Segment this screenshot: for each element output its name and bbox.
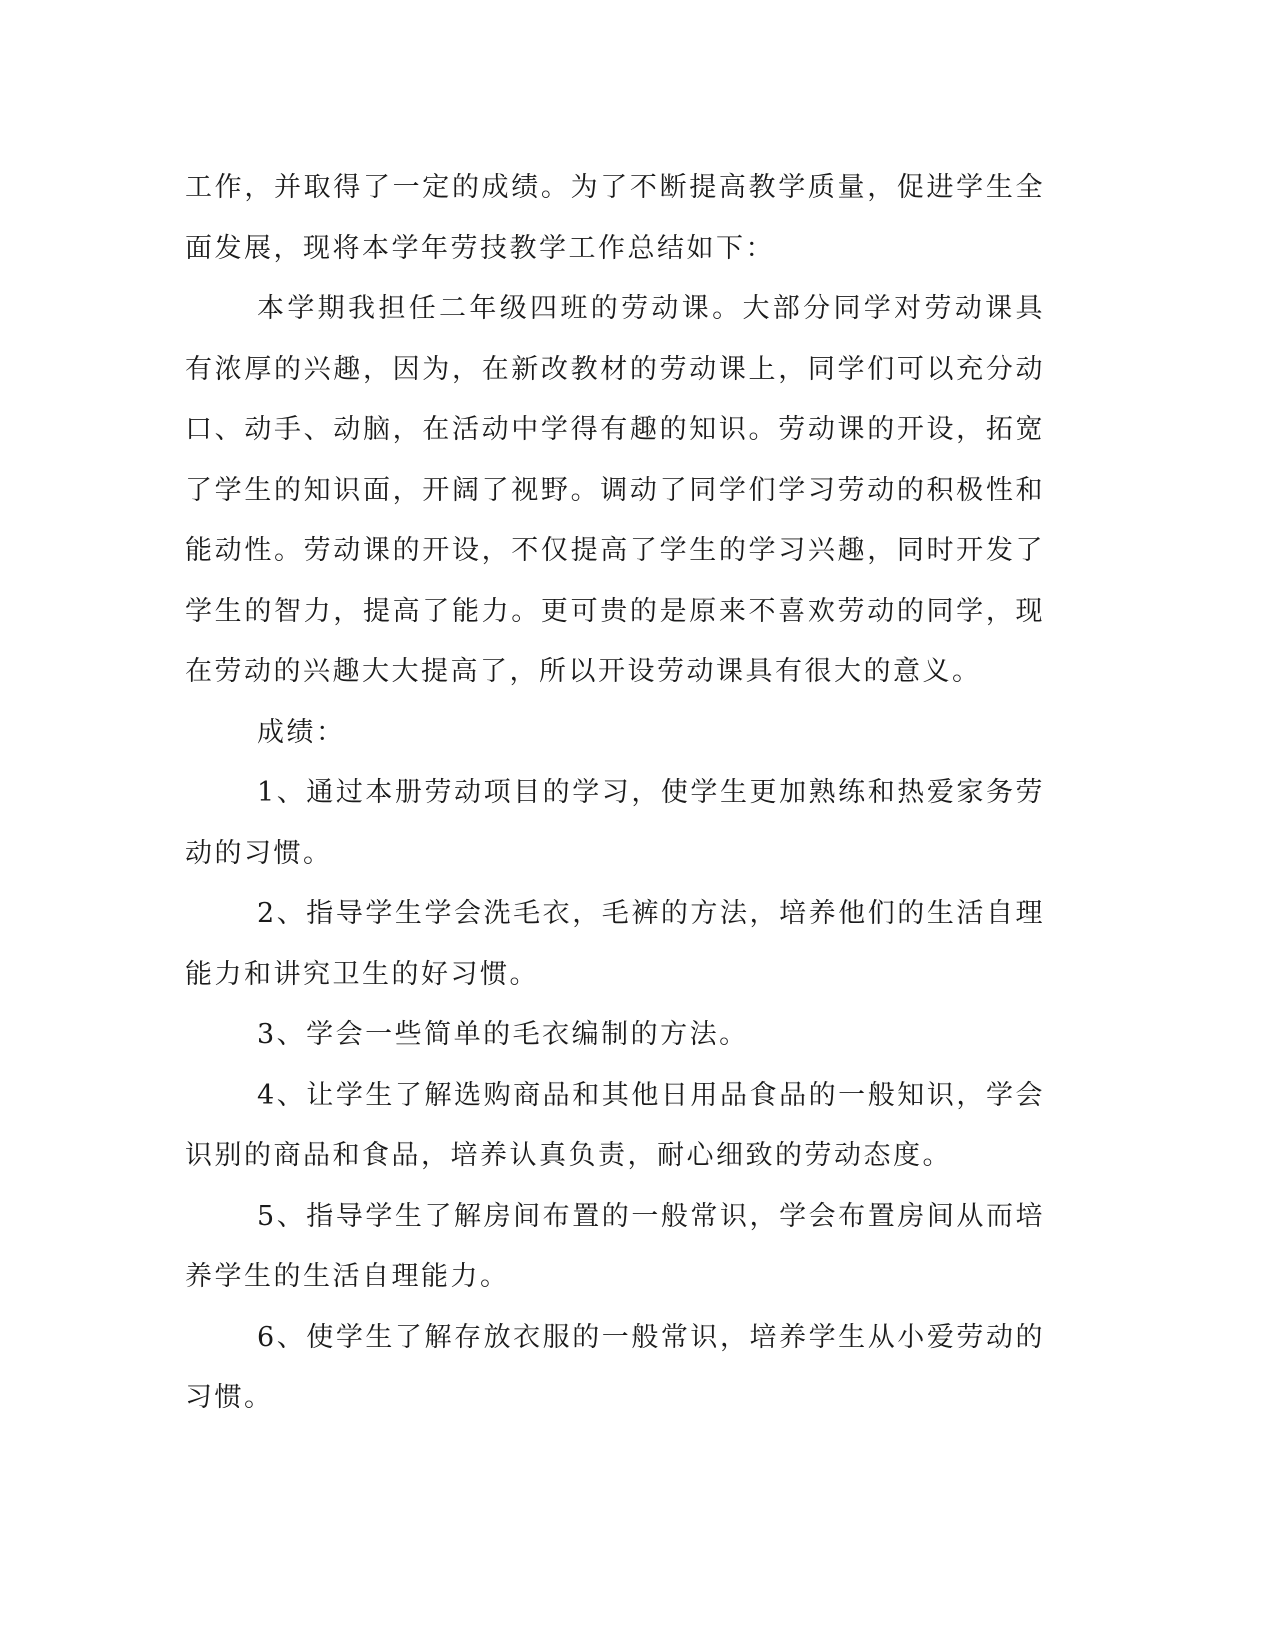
achievement-item-3: 3、学会一些简单的毛衣编制的方法。: [257, 1019, 749, 1050]
achievements-heading: 成绩：: [257, 716, 346, 748]
achievement-item-5: 5、指导学生了解房间布置的一般常识，学会布置房间从而培养学生的生活自理能力。: [185, 1200, 1045, 1292]
achievement-item-2: 2、指导学生学会洗毛衣，毛裤的方法，培养他们的生活自理能力和讲究卫生的好习惯。: [185, 898, 1045, 990]
achievement-item-6: 6、使学生了解存放衣服的一般常识，培养学生从小爱劳动的习惯。: [185, 1321, 1045, 1413]
document-body: [185, 158, 1045, 1429]
achievement-item-4: 4、让学生了解选购商品和其他日用品食品的一般知识，学会识别的商品和食品，培养认真负责，耐心细致的劳动态度。: [185, 1079, 1045, 1171]
paragraph-intro-continuation: 工作，并取得了一定的成绩。为了不断提高教学质量，促进学生全面发展，现将本学年劳技教学工作总结如下：: [185, 172, 1045, 264]
paragraph-class-overview: 本学期我担任二年级四班的劳动课。大部分同学对劳动课具有浓厚的兴趣，因为，在新改教材的劳动课上，同学们可以充分动口、动手、动脑，在活动中学得有趣的知识。劳动课的开设，拓宽了学生的知识面，开阔了视野。调动了同学们学习劳动的积极性和能动性。劳动课的开设，不仅提高了学生的学习兴趣，同时开发了学生的智力，提高了能力。更可贵的是原来不喜欢劳动的同学，现在劳动的兴趣大大提高了，所以开设劳动课具有很大的意义。: [185, 293, 1045, 687]
achievement-item-1: 1、通过本册劳动项目的学习，使学生更加熟练和热爱家务劳动的习惯。: [185, 777, 1045, 869]
